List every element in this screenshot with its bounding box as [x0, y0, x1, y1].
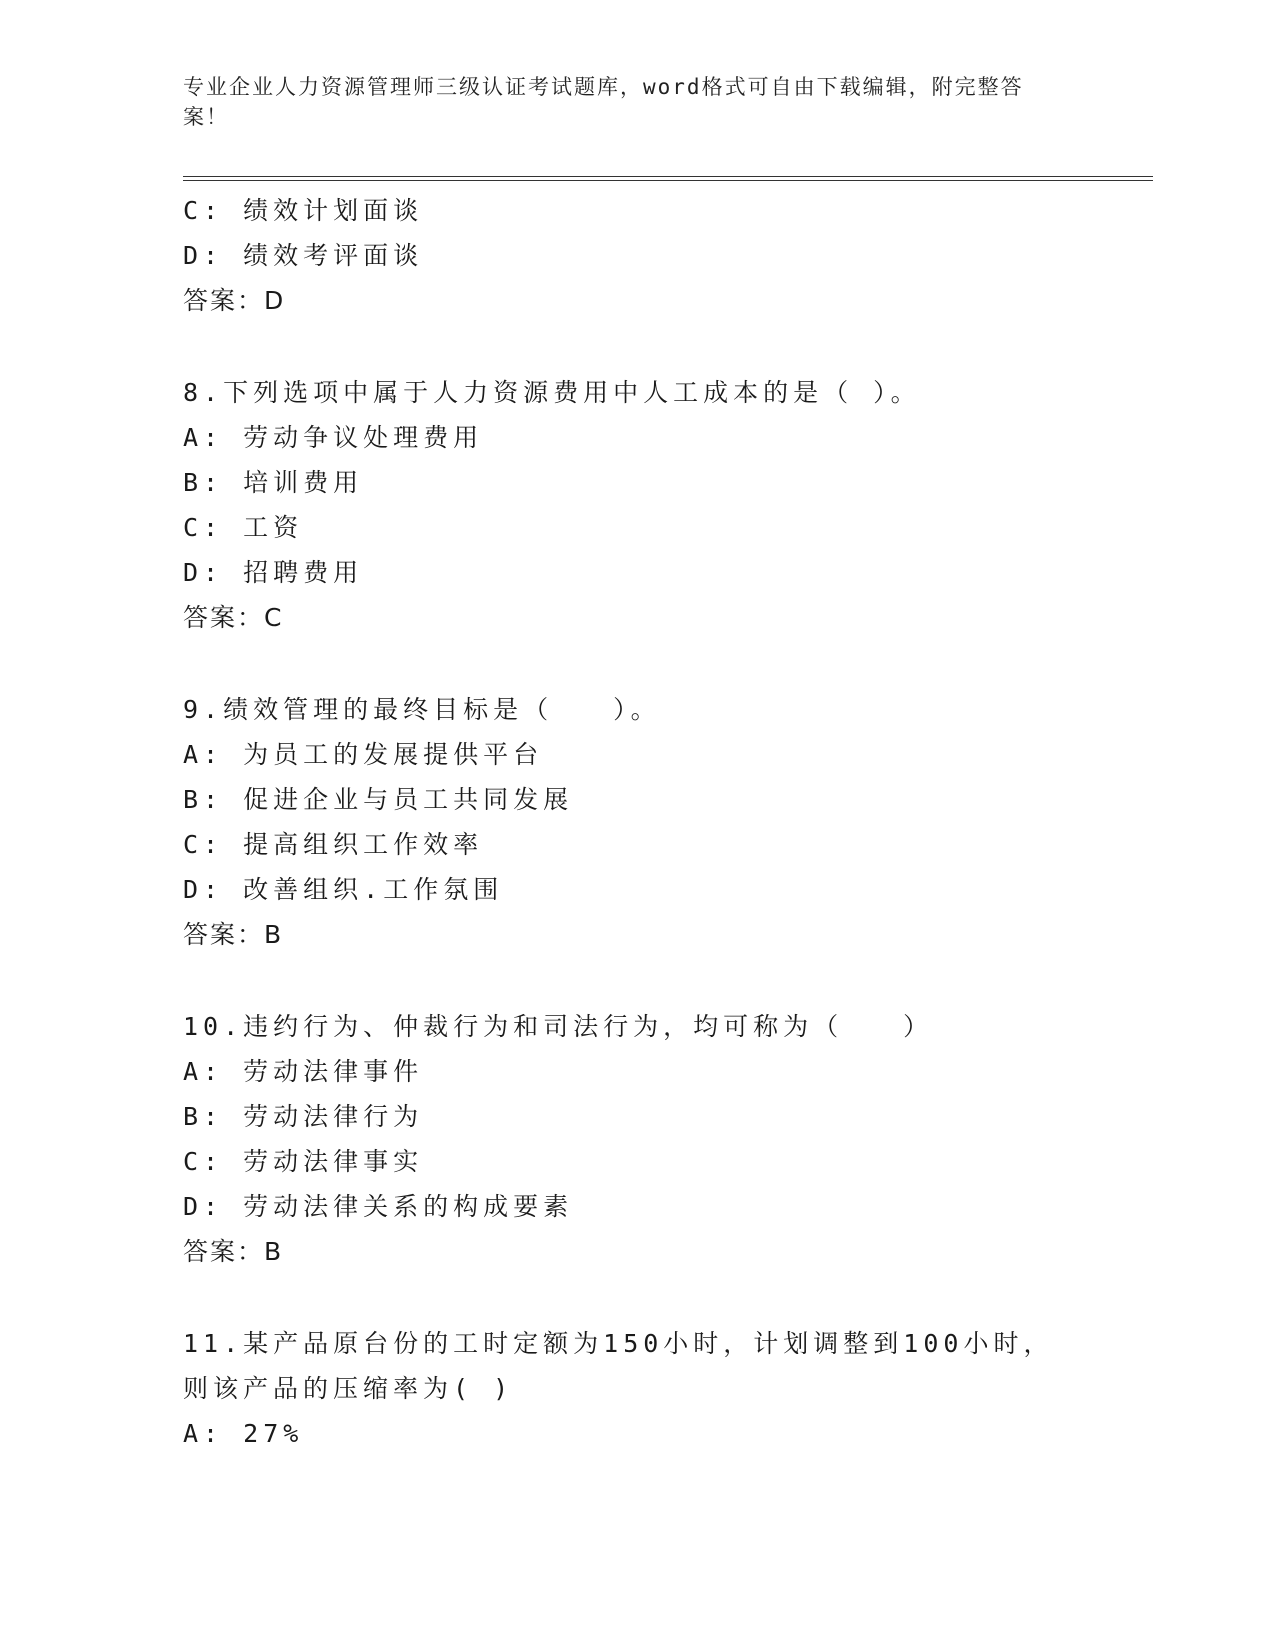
question-list — [183, 188, 1083, 1456]
option-b: B: 劳动法律行为 — [183, 1102, 424, 1131]
answer: 答案：D — [183, 286, 286, 315]
question-text: 11.某产品原台份的工时定额为150小时，计划调整到100小时，则该产品的压缩率为( ) — [183, 1329, 1054, 1403]
option-d: D: 招聘费用 — [183, 558, 364, 587]
document-header: 专业企业人力资源管理师三级认证考试题库，word格式可自由下载编辑，附完整答案！ — [183, 75, 1024, 129]
option-d: D: 绩效考评面谈 — [183, 241, 424, 270]
option-c: C: 提高组织工作效率 — [183, 830, 484, 859]
question-text: 8.下列选项中属于人力资源费用中人工成本的是（ ）。 — [183, 378, 921, 407]
question-10 — [183, 1004, 1083, 1274]
option-a: A: 劳动争议处理费用 — [183, 423, 484, 452]
answer: 答案：B — [183, 1237, 284, 1266]
question-9 — [183, 687, 1083, 957]
question-11 — [183, 1321, 1083, 1456]
answer: 答案：C — [183, 603, 284, 632]
question-text: 10.违约行为、仲裁行为和司法行为，均可称为（ ） — [183, 1012, 934, 1041]
spacer — [183, 957, 1083, 1004]
option-c: C: 绩效计划面谈 — [183, 196, 424, 225]
question-text: 9.绩效管理的最终目标是（ ）。 — [183, 695, 661, 724]
option-d: D: 改善组织.工作氛围 — [183, 875, 504, 904]
header-divider — [183, 176, 1153, 181]
option-c: C: 劳动法律事实 — [183, 1147, 424, 1176]
spacer — [183, 323, 1083, 370]
option-a: A: 为员工的发展提供平台 — [183, 740, 544, 769]
option-d: D: 劳动法律关系的构成要素 — [183, 1192, 574, 1221]
question-7 — [183, 188, 1083, 323]
option-a: A: 劳动法律事件 — [183, 1057, 424, 1086]
option-b: B: 培训费用 — [183, 468, 364, 497]
option-b: B: 促进企业与员工共同发展 — [183, 785, 574, 814]
option-a: A: 27% — [183, 1419, 304, 1448]
question-8 — [183, 370, 1083, 640]
spacer — [183, 1274, 1083, 1321]
answer: 答案：B — [183, 920, 284, 949]
option-c: C: 工资 — [183, 513, 304, 542]
spacer — [183, 640, 1083, 687]
